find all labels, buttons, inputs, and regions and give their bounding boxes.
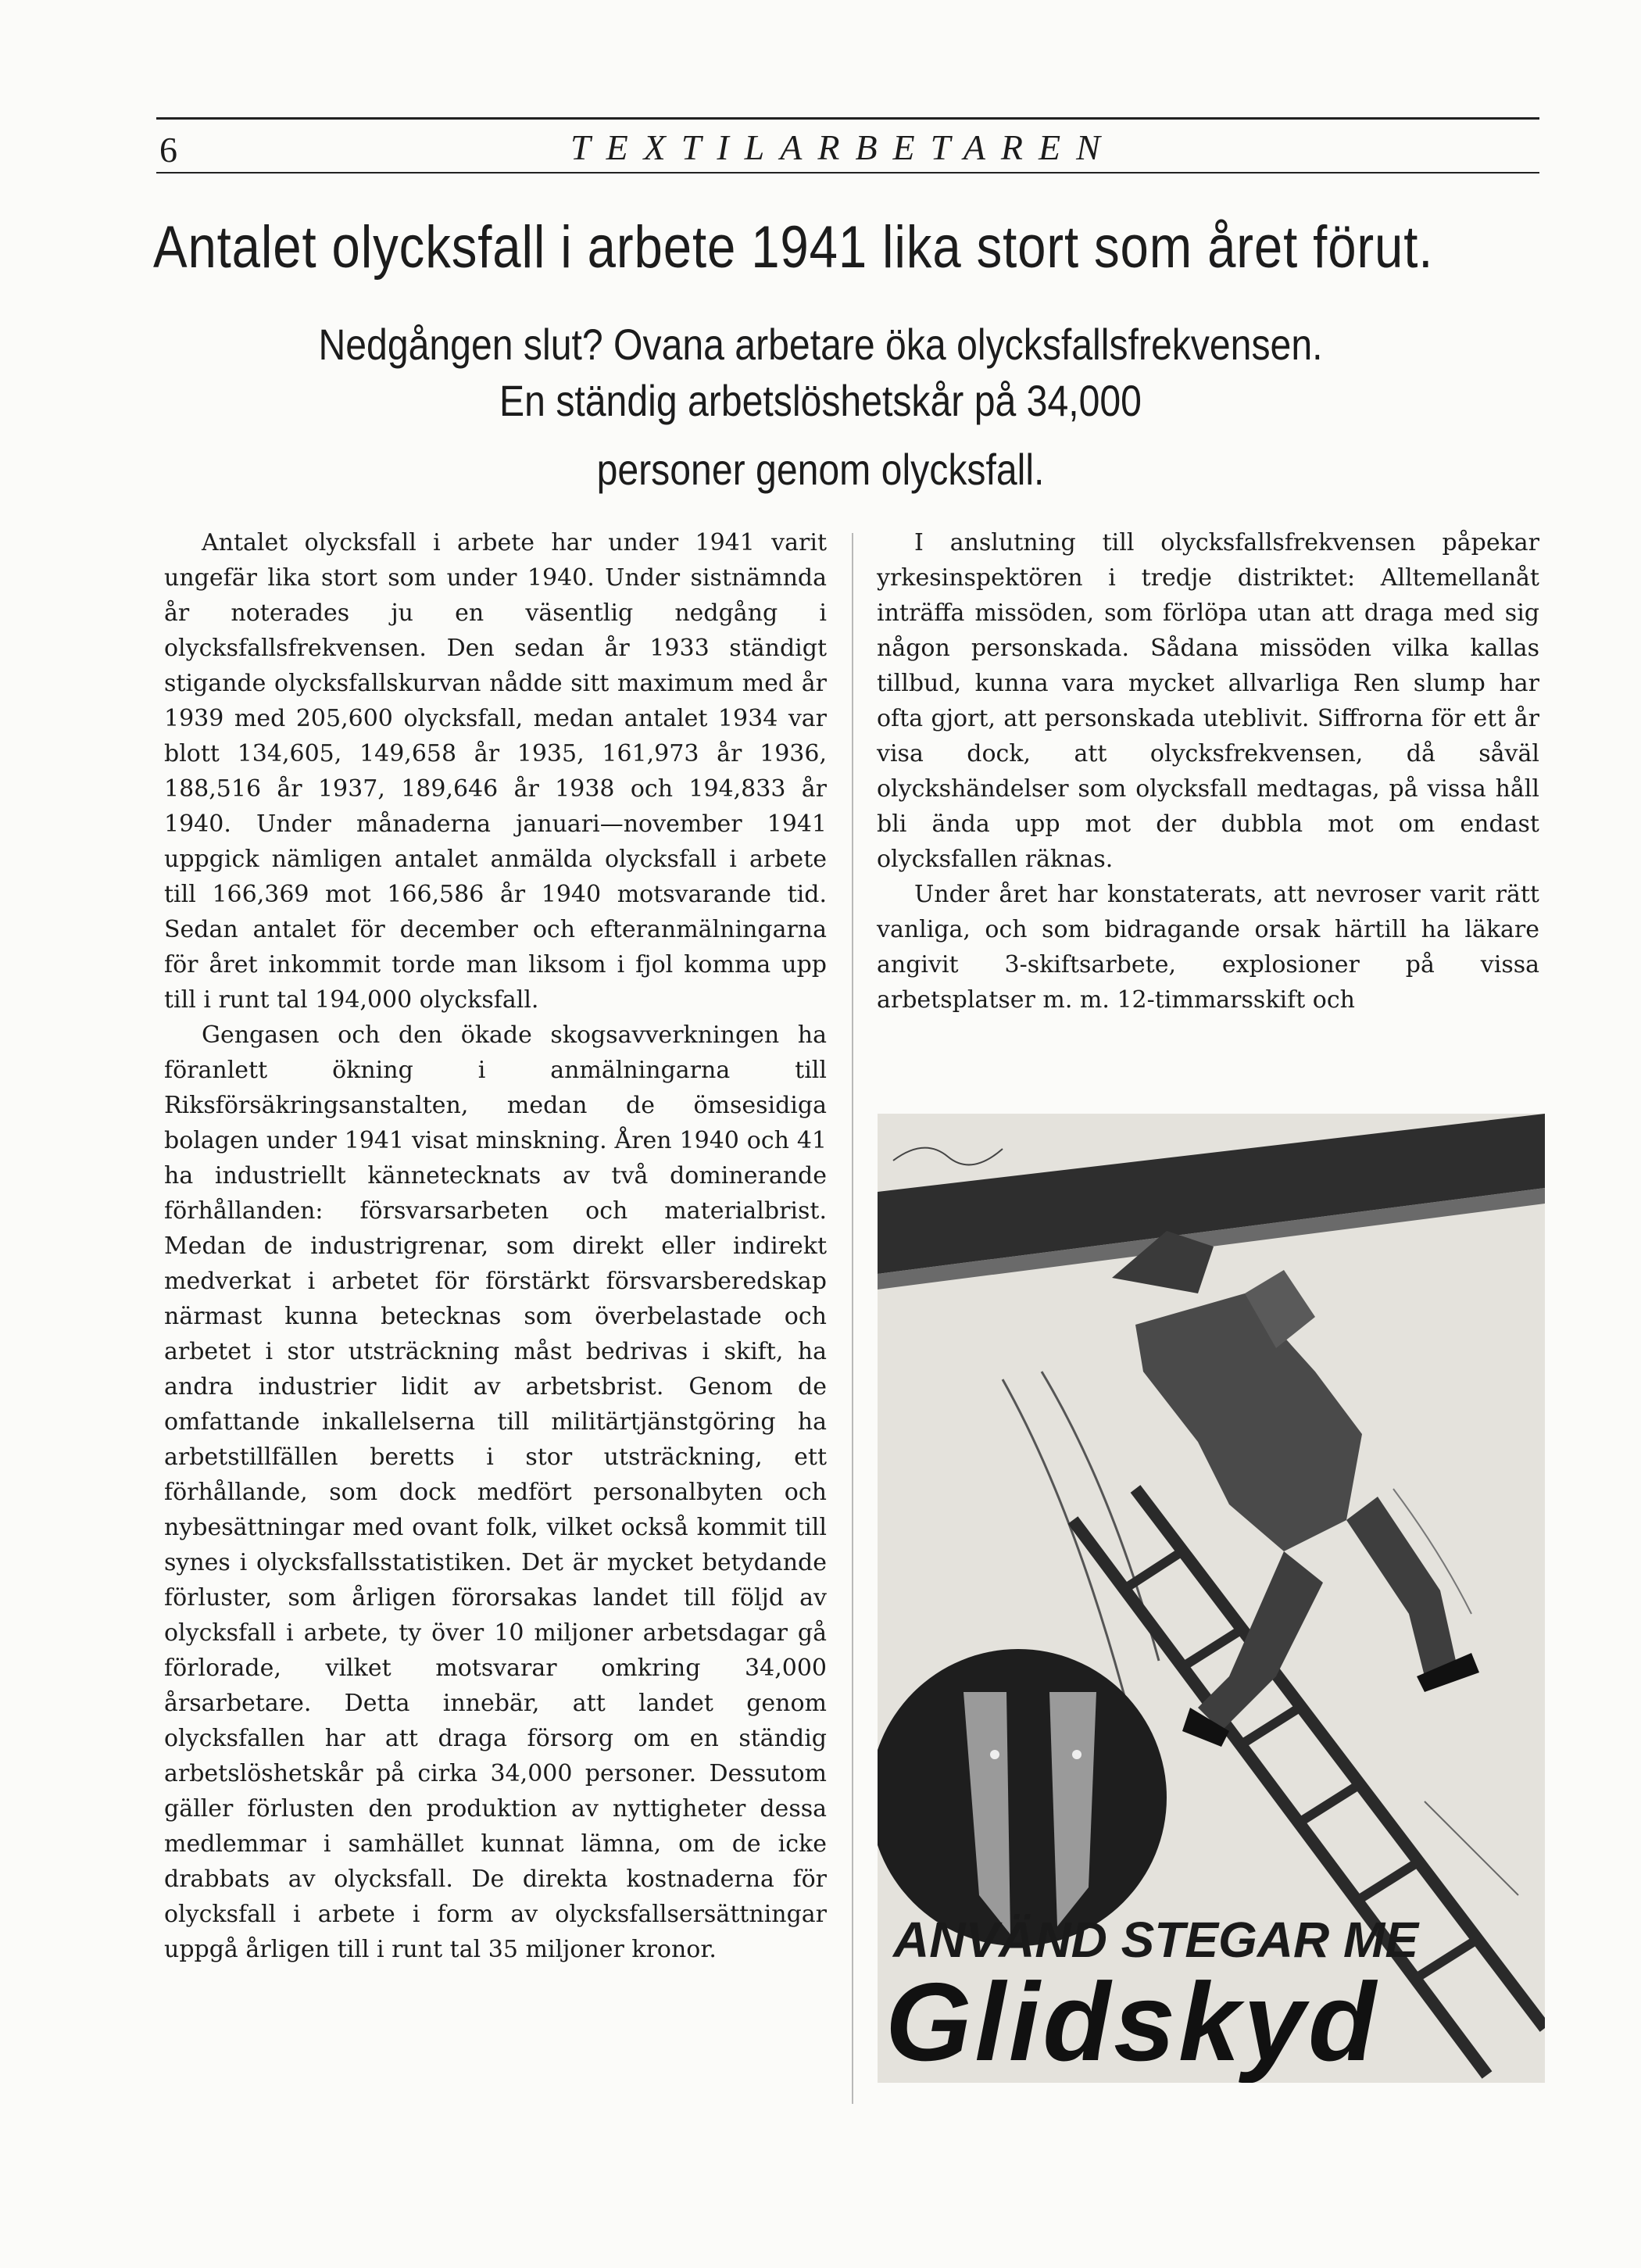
safety-poster-image bbox=[878, 1114, 1545, 2083]
left-paragraph-1: Antalet olycksfall i arbete har under 1941 varit ungefär lika stort som under 1940. Under sistnämnda år noterades ju en väsentlig nedgång i olycksfallsfrekvensen. Den sedan år 1933 ständigt stigande olycksfallskurvan nådde sitt maximum med år 1939 med 205,600 olycksfall, medan antalet 1934 var blott 134,605, 149,658 år 1935, 161,973 år 1936, 188,516 år 1937, 189,646 år 1938 och 194,833 år 1940. Under månaderna januari—november 1941 uppgick nämligen antalet anmälda olycksfall i arbete till 166,369 mot 166,586 år 1940 motsvarande tid. Sedan antalet för december och efteranmälningarna för året inkommit torde man liksom i fjol komma upp till i runt tal 194,000 olycksfall. bbox=[164, 529, 827, 1014]
left-paragraph-2: Gengasen och den ökade skogsavverkningen ha föranlett ökning i anmälningarna till Riksförsäkringsanstalten, medan de ömsesidiga bolagen under 1941 visat minskning. Åren 1940 och 41 ha industriellt kännetecknats av två dominerande förhållanden: försvarsarbeten och materialbrist. Medan de industrigrenar, som direkt eller indirekt medverkat i arbetet för förstärkt försvarsberedskap närmast kunna betecknas som överbelastade och arbetet i stor utsträckning måst bedrivas i skift, ha andra industrier lidit av arbetsbrist. Genom de omfattande inkallelserna till militärtjänstgöring ha arbetstillfällen beretts i stor utsträckning, ett förhållande, som dock medfört personalbyten och nybesättningar med ovant folk, vilket också kommit till synes i olycksfallsstatistiken. Det är mycket betydande förluster, som årligen förorsakas landet till följd av olycksfall i arbete, ty över 10 miljoner arbetsdagar gå förlorade, vilket motsvarar omkring 34,000 årsarbetare. Detta innebär, att landet genom olycksfallen har att draga försorg om en ständig arbetslöshetskår på cirka 34,000 personer. Dessutom gäller förlusten den produktion av nyttigheter dessa medlemmar i samhället kunnat lämna, om de icke drabbats av olycksfall. De direkta kostnaderna för olycksfall i arbete i form av olycksfallsersättningar uppgå årligen till i runt tal 35 miljoner kronor. bbox=[164, 1021, 827, 1963]
right-text-column bbox=[877, 525, 1539, 1018]
article-subheadline-line-1: Nedgången slut? Ovana arbetare öka olycksfallsfrekvensen. bbox=[318, 320, 1323, 369]
header-top-rule bbox=[156, 117, 1539, 120]
journal-title: TEXTILARBETAREN bbox=[570, 127, 1116, 167]
poster-slogan-line-1: ANVÄND STEGAR ME bbox=[893, 1912, 1419, 1968]
article-headline: Antalet olycksfall i arbete 1941 lika stort som året förut. bbox=[153, 214, 1434, 281]
page-number: 6 bbox=[159, 130, 177, 170]
right-paragraph-1: I anslutning till olycksfallsfrekvensen påpekar yrkesinspektören i tredje distriktet: Alltemellanåt inträffa missöden, som förlöpa utan att draga med sig någon personskada. Sådana missöden vilka kallas tillbud, kunna vara mycket allvarliga Ren slump har ofta gjort, att personskada uteblivit. Siffrorna för ett år visa dock, att olycksfrekvensen, då såväl olyckshändelser som olycksfall medtagas, på vissa håll bli ända upp mot der dubbla mot om endast olycksfallen räknas. bbox=[877, 529, 1539, 873]
header-bottom-rule bbox=[156, 172, 1539, 173]
column-divider bbox=[852, 533, 853, 2104]
article-subheadline-line-3: personer genom olycksfall. bbox=[596, 445, 1045, 494]
poster-slogan-line-2: Glidskyd bbox=[885, 1960, 1379, 2083]
left-text-column bbox=[164, 525, 827, 1967]
right-paragraph-2: Under året har konstaterats, att nevroser varit rätt vanliga, och som bidragande orsak härtill ha läkare angivit 3-skiftsarbete, explosioner på vissa arbetsplatser m. m. 12-timmarsskift och bbox=[877, 881, 1539, 1014]
article-subheadline-line-2: En ständig arbetslöshetskår på 34,000 bbox=[499, 376, 1142, 425]
